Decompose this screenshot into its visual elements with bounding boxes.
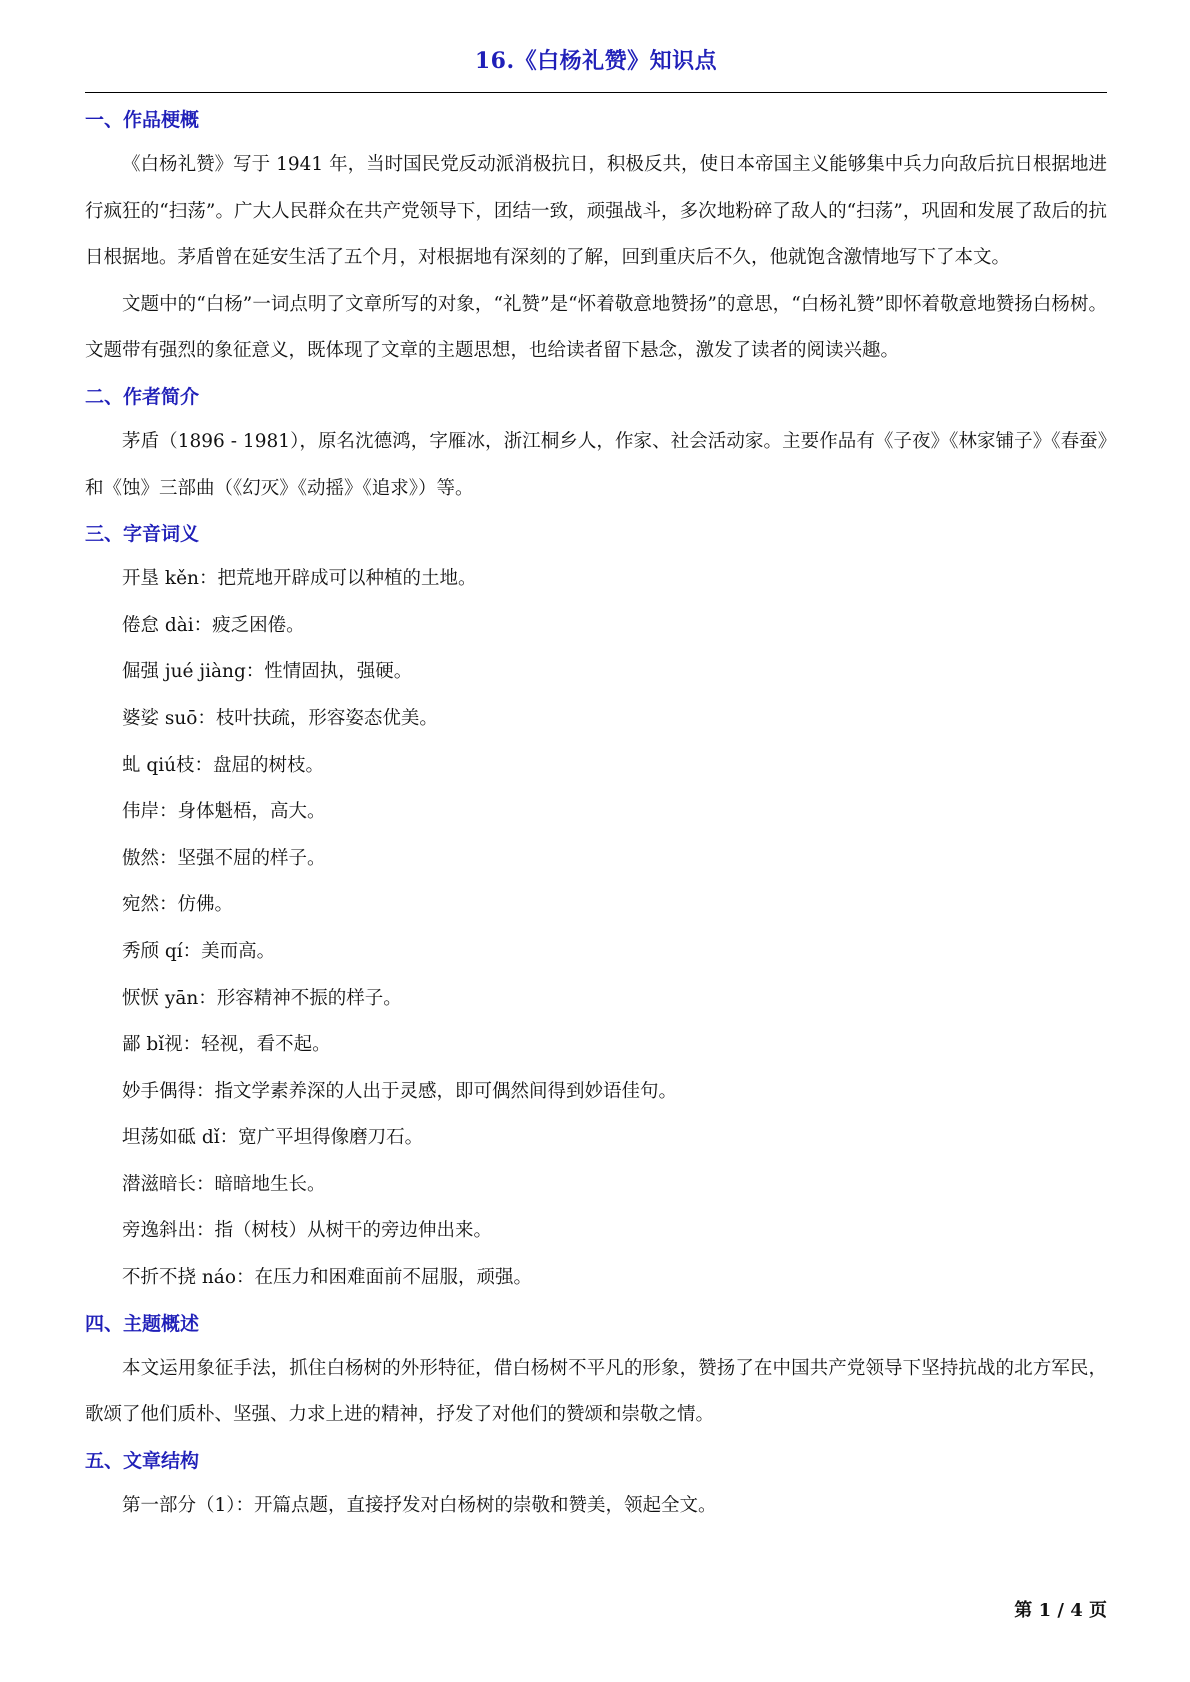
vocab-item: 鄙 bǐ视：轻视，看不起。 <box>122 1034 331 1056</box>
section-heading: 三、字音词义 <box>85 523 200 546</box>
paragraph: 《白杨礼赞》写于 1941 年，当时国民党反动派消极抗日，积极反共，使日本帝国主义能够集中兵力向敌后抗日根据地进行疯狂的“扫荡”。广大人民群众在共产党领导下，团结一致，顽强战斗，多次地粉碎了敌人的“扫荡”，巩固和发展了敌后的抗日根据地。茅盾曾在延安生活了五个月，对根据地有深刻的了解，回到重庆后不久，他就饱含激情地写下了本文。 <box>85 154 1107 269</box>
vocab-item: 伟岸：身体魁梧，高大。 <box>122 801 326 823</box>
vocab-item: 妙手偶得：指文学素养深的人出于灵感，即可偶然间得到妙语佳句。 <box>122 1080 678 1102</box>
vocab-item: 坦荡如砥 dǐ：宽广平坦得像磨刀石。 <box>122 1127 424 1149</box>
vocab-item: 旁逸斜出：指（树枝）从树干的旁边伸出来。 <box>122 1220 493 1242</box>
page-number: 第 1 / 4 页 <box>1014 1600 1107 1621</box>
document-title: 16.《白杨礼赞》知识点 <box>474 48 718 74</box>
paragraph: 本文运用象征手法，抓住白杨树的外形特征，借白杨树不平凡的形象，赞扬了在中国共产党领导下坚持抗战的北方军民，歌颂了他们质朴、坚强、力求上进的精神，抒发了对他们的赞颂和崇敬之情。 <box>85 1357 1107 1426</box>
vocab-item: 傲然：坚强不屈的样子。 <box>122 847 326 869</box>
section-heading: 五、文章结构 <box>85 1449 200 1472</box>
section-heading: 二、作者简介 <box>85 385 200 408</box>
section-heading: 四、主题概述 <box>85 1312 200 1335</box>
document-body <box>85 98 1107 1529</box>
section-structure <box>85 1439 1107 1530</box>
title-divider <box>85 92 1107 93</box>
vocab-item: 开垦 kěn：把荒地开辟成可以种植的土地。 <box>122 568 477 590</box>
paragraph: 文题中的“白杨”一词点明了文章所写的对象，“礼赞”是“怀着敬意地赞扬”的意思，“白杨礼赞”即怀着敬意地赞扬白杨树。文题带有强烈的象征意义，既体现了文章的主题思想，也给读者留下悬念，激发了读者的阅读兴趣。 <box>85 293 1107 362</box>
section-author <box>85 375 1107 512</box>
section-synopsis <box>85 98 1107 375</box>
vocab-item: 婆娑 suō：枝叶扶疏，形容姿态优美。 <box>122 707 438 729</box>
section-theme <box>85 1302 1107 1439</box>
vocab-item: 恹恹 yān：形容精神不振的样子。 <box>122 987 402 1009</box>
vocab-item: 倔强 jué jiàng：性情固执，强硬。 <box>122 661 413 683</box>
vocab-item: 宛然：仿佛。 <box>122 894 234 916</box>
vocab-item: 秀颀 qí：美而高。 <box>122 940 276 962</box>
vocab-item: 潜滋暗长：暗暗地生长。 <box>122 1173 326 1195</box>
document-page <box>85 0 1107 1682</box>
vocab-item: 虬 qiú枝：盘屈的树枝。 <box>122 754 325 776</box>
paragraph: 第一部分（1）：开篇点题，直接抒发对白杨树的崇敬和赞美，领起全文。 <box>122 1494 717 1516</box>
paragraph: 茅盾（1896 - 1981），原名沈德鸿，字雁冰，浙江桐乡人，作家、社会活动家。主要作品有《子夜》《林家铺子》《春蚕》和《蚀》三部曲（《幻灭》《动摇》《追求》）等。 <box>85 430 1107 499</box>
vocab-item: 不折不挠 náo：在压力和困难面前不屈服，顽强。 <box>122 1267 532 1289</box>
section-heading: 一、作品梗概 <box>85 109 200 131</box>
section-vocabulary <box>85 512 1107 1302</box>
vocab-item: 倦怠 dài：疲乏困倦。 <box>122 614 305 636</box>
